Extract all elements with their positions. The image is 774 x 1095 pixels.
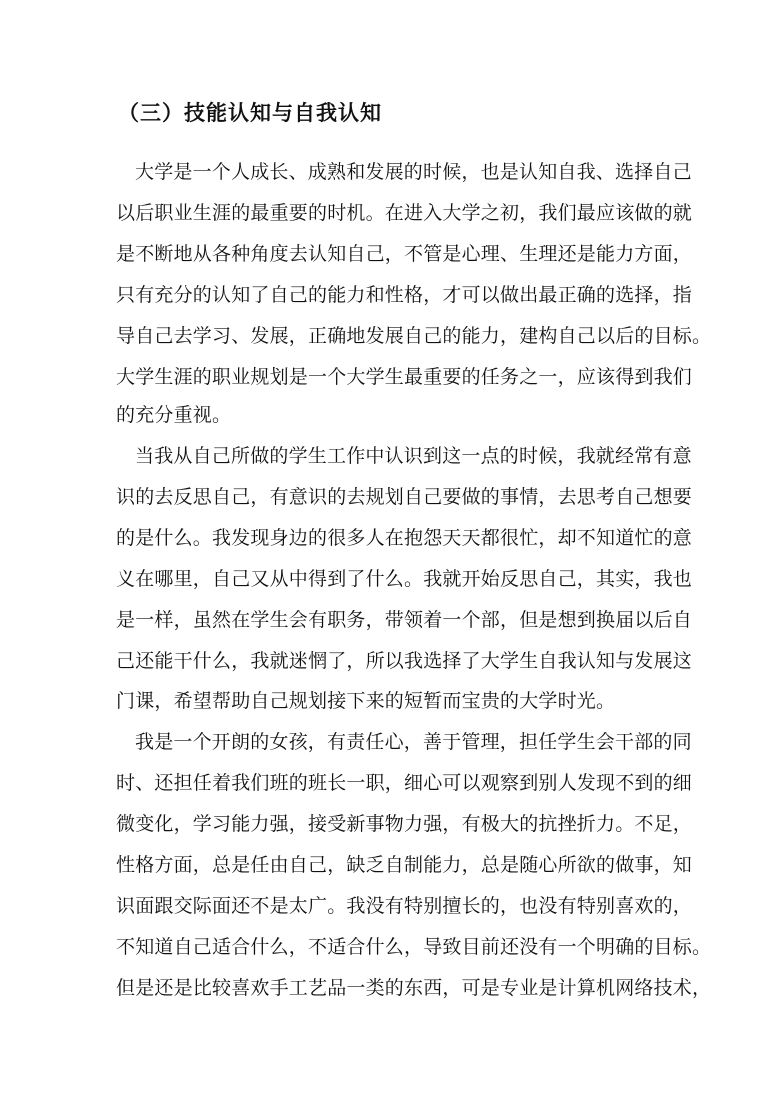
paragraph-2-line-6: 己还能干什么，我就迷惘了，所以我选择了大学生自我认知与发展这 — [116, 650, 693, 672]
paragraph-1-line-5: 导自己去学习、发展，正确地发展自己的能力，建构自己以后的目标。 — [116, 325, 712, 347]
paragraph-2-line-3: 的是什么。我发现身边的很多人在抱怨天天都很忙，却不知道忙的意 — [116, 527, 693, 549]
paragraph-3-line-6: 不知道自己适合什么，不适合什么，导致目前还没有一个明确的目标。 — [116, 936, 712, 958]
paragraph-3-line-3: 微变化，学习能力强，接受新事物力强，有极大的抗挫折力。不足， — [116, 813, 693, 835]
paragraph-1-line-3: 是不断地从各种角度去认知自己，不管是心理、生理还是能力方面， — [116, 243, 693, 265]
paragraph-2-line-5: 是一样，虽然在学生会有职务，带领着一个部，但是想到换届以后自 — [116, 609, 693, 631]
paragraph-2-line-2: 识的去反思自己，有意识的去规划自己要做的事情，去思考自己想要 — [116, 486, 693, 508]
paragraph-1-line-4: 只有充分的认知了自己的能力和性格，才可以做出最正确的选择，指 — [116, 284, 693, 306]
paragraph-3-line-4: 性格方面，总是任由自己，缺乏自制能力，总是随心所欲的做事，知 — [116, 854, 693, 876]
paragraph-1-line-1: 大学是一个人成长、成熟和发展的时候，也是认知自我、选择自己 — [135, 161, 692, 183]
paragraph-2-line-1: 当我从自己所做的学生工作中认识到这一点的时候，我就经常有意 — [135, 445, 692, 467]
paragraph-3-line-7: 但是还是比较喜欢手工艺品一类的东西，可是专业是计算机网络技术， — [116, 977, 712, 999]
paragraph-3-line-5: 识面跟交际面还不是太广。我没有特别擅长的，也没有特别喜欢的， — [116, 895, 693, 917]
paragraph-1-line-7: 的充分重视。 — [116, 404, 232, 426]
paragraph-3-line-2: 时、还担任着我们班的班长一职，细心可以观察到别人发现不到的细 — [116, 772, 693, 794]
section-heading: （三）技能认知与自我认知 — [118, 100, 382, 125]
paragraph-2-line-7: 门课，希望帮助自己规划接下来的短暂而宝贵的大学时光。 — [116, 690, 616, 712]
paragraph-2-line-4: 义在哪里，自己又从中得到了什么。我就开始反思自己，其实，我也 — [116, 568, 693, 590]
paragraph-1-line-2: 以后职业生涯的最重要的时机。在进入大学之初，我们最应该做的就 — [116, 202, 693, 224]
paragraph-3-line-1: 我是一个开朗的女孩，有责任心，善于管理，担任学生会干部的同 — [135, 731, 692, 753]
paragraph-1-line-6: 大学生涯的职业规划是一个大学生最重要的任务之一，应该得到我们 — [116, 366, 693, 388]
